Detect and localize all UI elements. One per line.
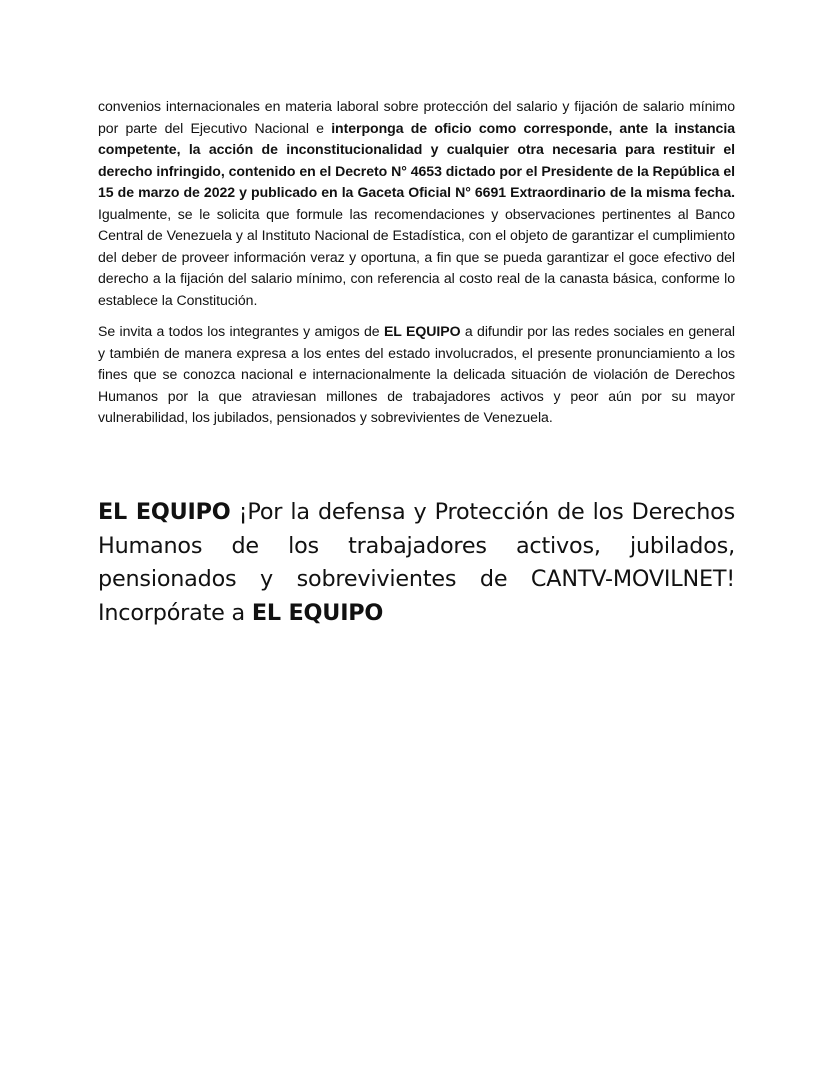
paragraph-request-bold: interponga de oficio como corresponde, ante la instancia competente, la acción de inconstitucionalidad y cualquier otra necesaria para restituir el derecho infringido, contenido en el Decreto N° 4653 dictado por el Presidente de la República el 15 de marzo de 2022 y publicado en la Gaceta Oficial N° 6691 Extraordinario de la misma fecha.: [98, 119, 735, 200]
paragraph-request-text-2: Igualmente, se le solicita que formule las recomendaciones y observaciones pertinentes al Banco Central de Venezuela y al Instituto Nacional de Estadística, con el objeto de garantizar el cumplimiento del deber de proveer información veraz y oportuna, a fin que se pueda garantizar el goce efectivo del derecho a la fijación del salario mínimo, con referencia al costo real de la canasta básica, conforme lo establece la Constitución.: [98, 205, 735, 308]
paragraph-invitation-text-1: Se invita a todos los integrantes y amigos de: [98, 323, 384, 339]
paragraph-invitation: [98, 321, 735, 429]
paragraph-request: [98, 96, 735, 311]
closing-bold-1: EL EQUIPO: [98, 499, 231, 525]
document-body: [98, 96, 735, 439]
paragraph-invitation-bold: EL EQUIPO: [383, 323, 461, 339]
closing-bold-2: EL EQUIPO: [251, 599, 384, 626]
closing-text: ¡Por la defensa y Protección de los Derechos Humanos de los trabajadores activos, jubilados, pensionados y sobrevivientes de CANTV-MOVILNET! Incorpórate a: [98, 499, 735, 626]
closing-statement: [98, 496, 735, 630]
paragraph-request-text-1: convenios internacionales en materia laboral sobre protección del salario y fijación de salario mínimo por parte del Ejecutivo Nacional e: [98, 98, 735, 136]
paragraph-invitation-text-2: a difundir por las redes sociales en general y también de manera expresa a los entes del estado involucrados, el presente pronunciamiento a los fines que se conozca nacional e internacionalmente la delicada situación de violación de Derechos Humanos por la que atraviesan millones de trabajadores activos y peor aún por su mayor vulnerabilidad, los jubilados, pensionados y sobrevivientes de Venezuela.: [98, 323, 736, 425]
